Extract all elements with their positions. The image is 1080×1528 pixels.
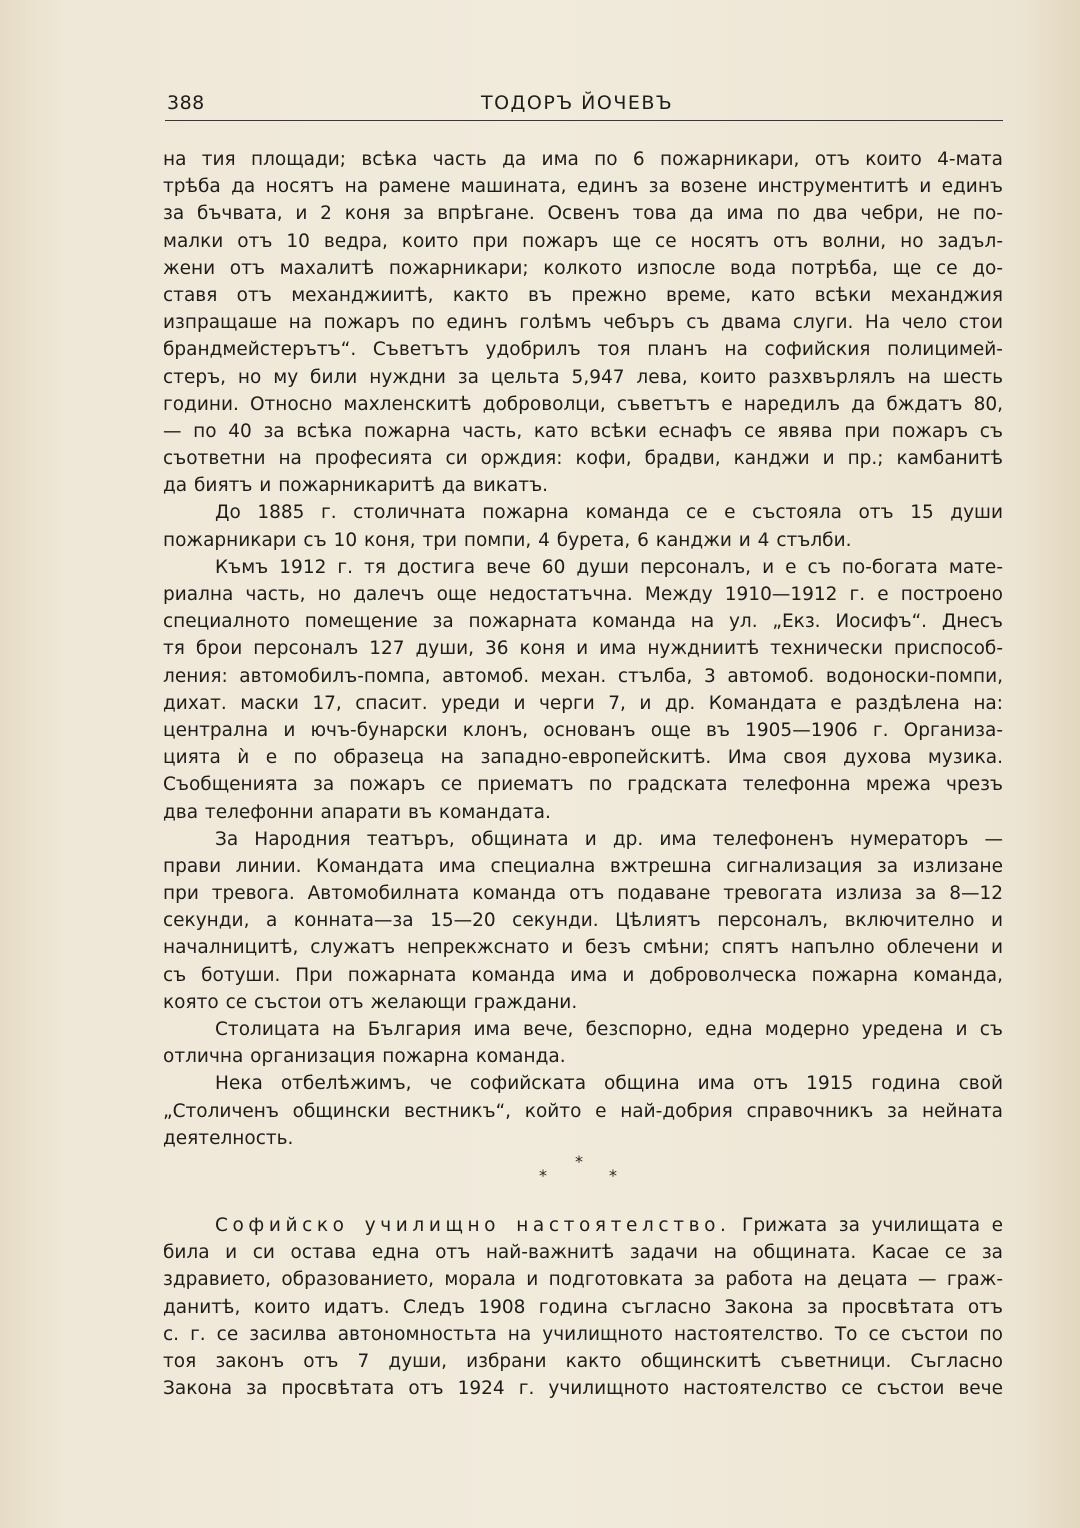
text-line: централна и ючъ-бунарски клонъ, основанъ още въ 1905—1906 г. Организа- [163,719,1003,741]
text-line: трѣба да носятъ на рамене машината, единъ за возене инструментитѣ и единъ [163,176,1003,198]
text-line: брандмейстерътъ“. Съветътъ удобрилъ тоя планъ на софийския полицимей- [163,339,1003,361]
text-line: За Народния театъръ, общината и др. има телефоненъ нумераторъ — [215,828,1003,850]
text-line: стеръ, но му били нуждни за цельта 5,947 лева, които разхвърлялъ на шесть [163,366,1003,388]
text-line: До 1885 г. столичната пожарна команда се е състояла отъ 15 души [215,502,1003,524]
paragraph-capital [163,1016,1003,1070]
page-header [165,90,1003,121]
section-heading: Софийско училищно настоятелство. [215,1214,731,1236]
text-line: два телефонни апарати въ командата. [163,801,551,823]
asterisk-ornament: * [575,1151,583,1171]
text-line: здравието, образованието, морала и подготовката за работа на децата — граж- [163,1269,1003,1291]
section-separator [163,1152,1003,1212]
text-line: съответни на професията си орждия: кофи, брадви, канджи и пр.; камбанитѣ [163,448,1003,470]
text-line: пожарникари съ 10 коня, три помпи, 4 бурета, 6 канджи и 4 стълби. [163,529,852,551]
text-line: Закона за просвѣтата отъ 1924 г. училищното настоятелство се състои вече [163,1378,1003,1400]
paragraph-gazette [163,1070,1003,1152]
text-line: жени отъ махалитѣ пожарникари; колкото изпосле вода потрѣба, ще се до- [163,257,1003,279]
paragraph-1912 [163,554,1003,826]
text-line: която се състои отъ желающи граждани. [163,991,578,1013]
text-line: прави линии. Командата има специална вжтрешна сигнализация за излизане [163,855,1003,877]
text-line: Столицата на България има вече, безспорно, една модерно уредена и съ [215,1019,1003,1040]
text-line: на тия площади; всѣка часть да има по 6 пожарникари, отъ които 4-мата [163,149,1003,170]
text-line: тя брои персоналъ 127 души, 36 коня и има нуждниитѣ технически приспособ- [163,638,1003,660]
text-line: Къмъ 1912 г. тя достига вече 60 души персоналъ, и е съ по-богата мате- [215,556,1003,578]
text-line: била и си остава една отъ най-важнитѣ задачи на общината. Касае се за [163,1242,1003,1264]
paragraph-1885 [163,499,1003,553]
text-line: специалното помещение за пожарната команда на ул. „Екз. Иосифъ“. Днесъ [163,611,1003,633]
text-line: години. Относно махленскитѣ доброволци, съветътъ е наредилъ да бждатъ 80, [163,393,1003,415]
text-line: риална часть, но далечъ още недостатъчна. Между 1910—1912 г. е построено [163,584,1003,605]
text-line: — по 40 за всѣка пожарна часть, като всѣки еснафъ се явява при пожаръ съ [163,420,1003,442]
text-line: отлична организация пожарна команда. [163,1046,566,1068]
heading-line-rest: Грижата за училищата е [742,1214,1003,1236]
text-line: с. г. се засилва автономностьта на училищното настоятелство. То се състои по [163,1323,1003,1345]
text-line: ставя отъ механджиитѣ, както въ прежно време, като всѣки механджия [163,284,1003,306]
text-line [163,1212,1003,1239]
text-line: да биятъ и пожарникаритѣ да викатъ. [163,475,549,497]
asterisk-ornament: * [609,1165,617,1185]
paragraph-fire-plan [163,146,1003,499]
text-line: за бъчвата, и 2 коня за впрѣгане. Освенъ това да има по два чебри, не по- [163,203,1003,225]
text-line: дихат. маски 17, спасит. уреди и черги 7, и др. Командата е раздѣлена на: [163,692,1003,714]
text-line: данитѣ, които идатъ. Следъ 1908 година съгласно Закона за просвѣтата отъ [163,1296,1003,1318]
text-line: малки отъ 10 ведра, които при пожаръ ще се носятъ отъ волни, но задъл- [163,230,1003,252]
text-line: Нека отбелѣжимъ, че софийската община има отъ 1915 година свой [215,1073,1003,1095]
asterisk-ornament: * [539,1165,547,1185]
text-line: изпращаше на пожаръ по единъ голѣмъ чебъръ съ двама слуги. На чело стои [163,312,1003,334]
page-body [163,146,1003,1402]
text-line: началницитѣ, служатъ непрекжснато и безъ смѣни; спятъ напълно облечени и [163,937,1003,959]
running-title: ТОДОРЪ ЙОЧЕВЪ [481,92,674,114]
page-number: 388 [167,92,205,114]
text-line: „Столиченъ общински вестникъ“, който е най-добрия справочникъ за нейната [163,1100,1003,1122]
text-line: тоя законъ отъ 7 души, избрани както общинскитѣ съветници. Съгласно [163,1350,1003,1372]
text-line: ления: автомобилъ-помпа, автомоб. механ. стълба, 3 автомоб. водоноски-помпи, [163,665,1003,687]
text-line: Съобщенията за пожаръ се приематъ по градската телефонна мрежа чрезъ [163,774,1003,796]
text-line: цията ѝ е по образеца на западно-европейскитѣ. Има своя духова музика. [163,747,1003,769]
text-line: съ ботуши. При пожарната команда има и доброволческа пожарна команда, [163,964,1003,986]
text-line: при тревога. Автомобилната команда отъ подаване тревогата излиза за 8—12 [163,883,1003,905]
paragraph-signalling [163,826,1003,1016]
text-line: секунди, а конната—за 15—20 секунди. Цѣлиятъ персоналъ, включително и [163,910,1003,932]
paragraph-school-board [163,1212,1003,1402]
text-line: деятелность. [163,1127,294,1149]
